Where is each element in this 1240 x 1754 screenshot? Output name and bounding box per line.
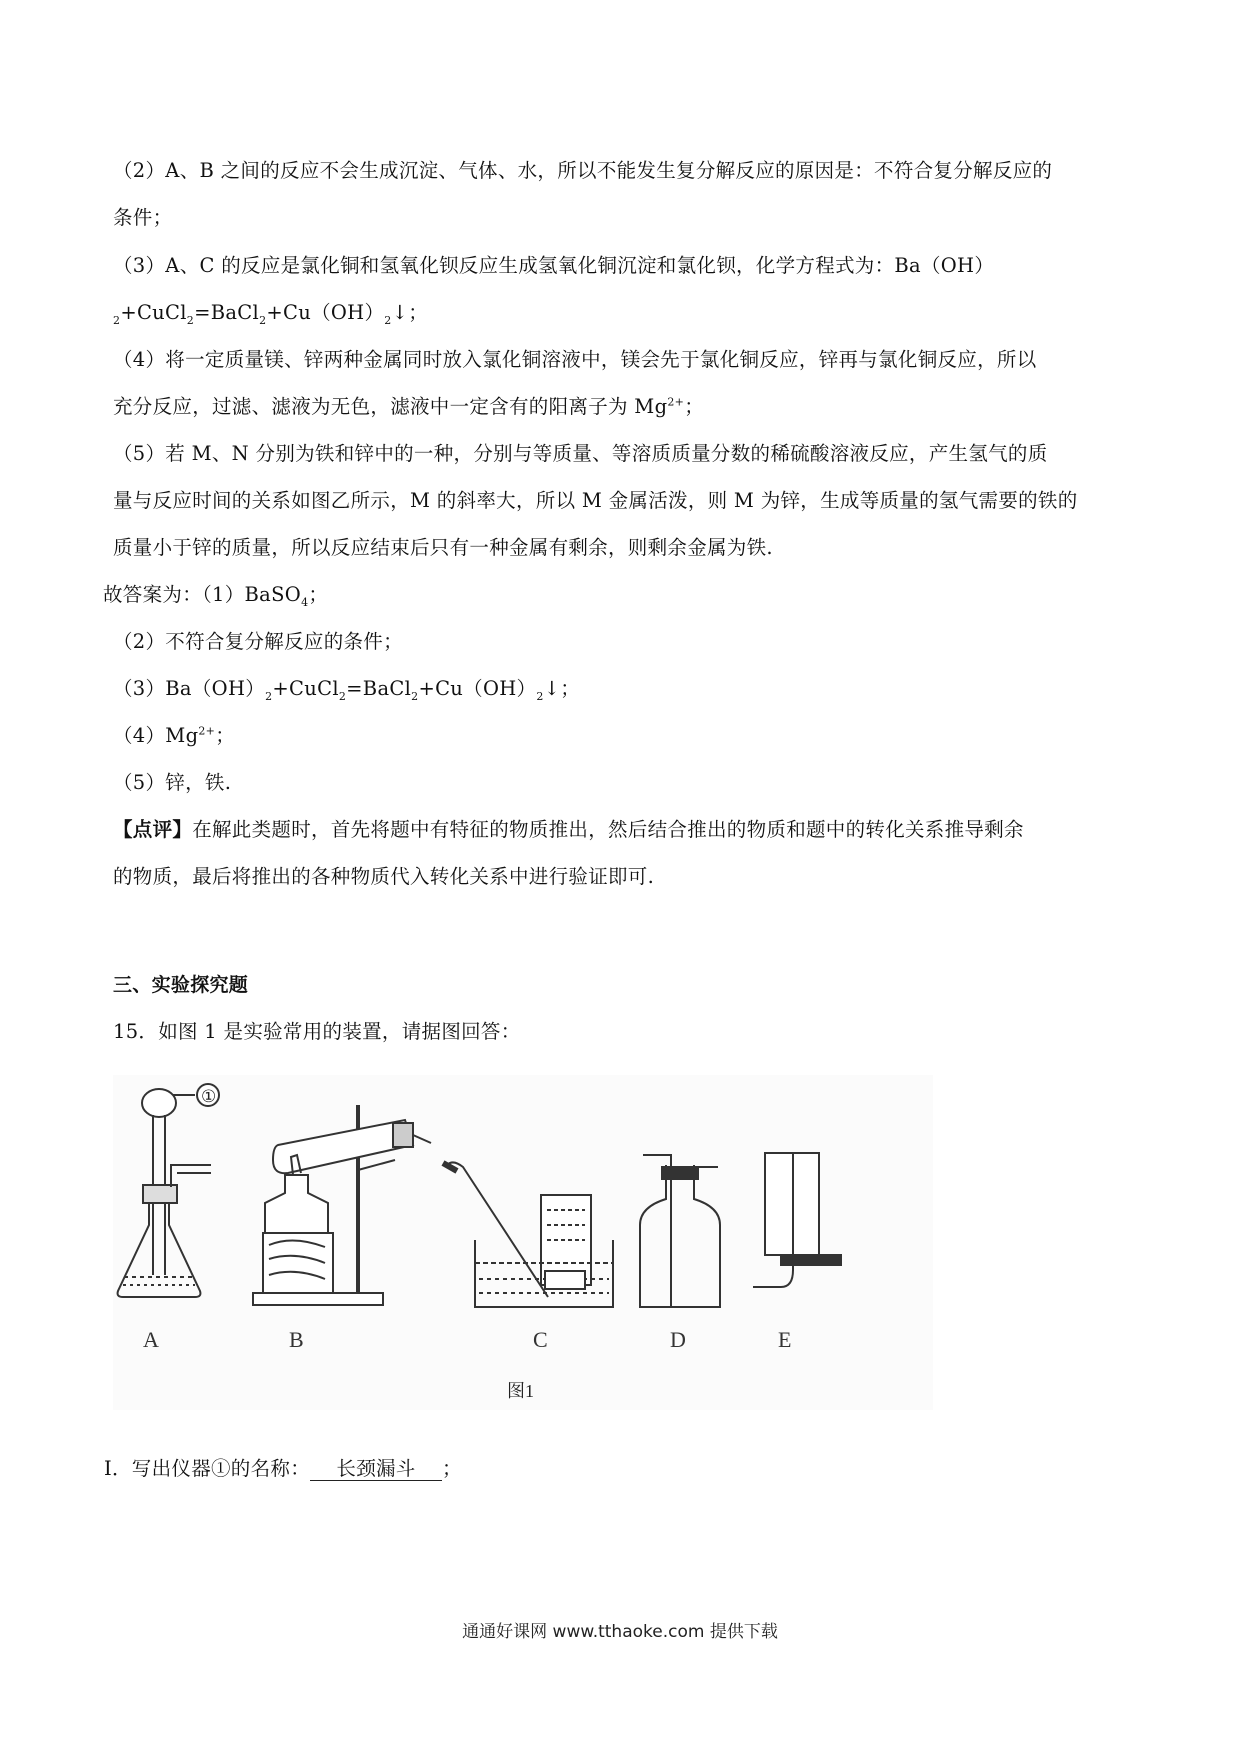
solution-line: 条件； xyxy=(113,206,173,229)
apparatus-label-c: C xyxy=(533,1327,548,1352)
solution-line: （5）若 M、N 分别为铁和锌中的一种，分别与等质量、等溶质质量分数的稀硫酸溶液反应，产生氢气的质 xyxy=(113,442,1048,465)
apparatus-a xyxy=(118,1084,219,1297)
solution-line: 充分反应，过滤、滤液为无色，滤液中一定含有的阳离子为 $Mg^{2+}$； xyxy=(113,395,704,418)
marker-label: ① xyxy=(201,1087,217,1106)
apparatus-label-b: B xyxy=(289,1327,304,1352)
section-heading: 三、实验探究题 xyxy=(113,974,249,996)
answer-blank: 长颈漏斗 xyxy=(310,1458,442,1481)
solution-line: （3）A、C 的反应是氯化铜和氢氧化钡反应生成氢氧化铜沉淀和氯化钡，化学方程式为：Ba（OH） xyxy=(113,254,995,277)
page-footer: 通通好课网 www.tthaoke.com 提供下载 xyxy=(462,1622,778,1642)
solution-line: （2）A、B 之间的反应不会生成沉淀、气体、水，所以不能发生复分解反应的原因是：不符合复分解反应的 xyxy=(113,159,1053,182)
figure-caption: 图1 xyxy=(507,1381,534,1401)
apparatus-c xyxy=(443,1162,613,1307)
question-i-prompt: Ⅰ．写出仪器①的名称： xyxy=(104,1457,311,1480)
comment-line: 的物质，最后将推出的各种物质代入转化关系中进行验证即可. xyxy=(113,865,655,888)
answer-line: （5）锌，铁. xyxy=(113,771,232,794)
apparatus-b xyxy=(253,1105,431,1305)
apparatus-d xyxy=(640,1155,720,1307)
apparatus-label-a: A xyxy=(143,1327,159,1352)
equation-line: $_2+CuCl_2=BaCl_2+Cu(OH)_2↓$； xyxy=(113,301,429,327)
comment-label: 【点评】 xyxy=(113,818,193,841)
answer-line: $(4)Mg^{2+}$； xyxy=(113,724,235,747)
question-15: 15．如图 1 是实验常用的装置，请据图回答： xyxy=(113,1020,521,1043)
apparatus-label-d: D xyxy=(670,1327,686,1352)
question-i: Ⅰ．写出仪器①的名称： 长颈漏斗 ； xyxy=(104,1457,462,1480)
apparatus-e xyxy=(753,1153,841,1287)
answer-intro: 故答案为：（1）BaSO$_4$； xyxy=(103,583,329,609)
answer-line: $(3)Ba(OH)_2+CuCl_2=BaCl_2+Cu(OH)_2↓$； xyxy=(113,677,581,703)
comment-line: 【点评】在解此类题时，首先将题中有特征的物质推出，然后结合推出的物质和题中的转化关系推导剩余 xyxy=(113,818,1024,841)
answer-line: （2）不符合复分解反应的条件； xyxy=(113,630,403,653)
solution-line: 量与反应时间的关系如图乙所示，M 的斜率大，所以 M 金属活泼，则 M 为锌，生成等质量的氢气需要的铁的 xyxy=(113,489,1078,512)
apparatus-label-e: E xyxy=(778,1327,792,1352)
solution-line: （4）将一定质量镁、锌两种金属同时放入氯化铜溶液中，镁会先于氯化铜反应，锌再与氯化铜反应，所以 xyxy=(113,348,1037,371)
apparatus-figure xyxy=(113,1075,933,1410)
solution-line: 质量小于锌的质量，所以反应结束后只有一种金属有剩余，则剩余金属为铁. xyxy=(113,536,773,559)
